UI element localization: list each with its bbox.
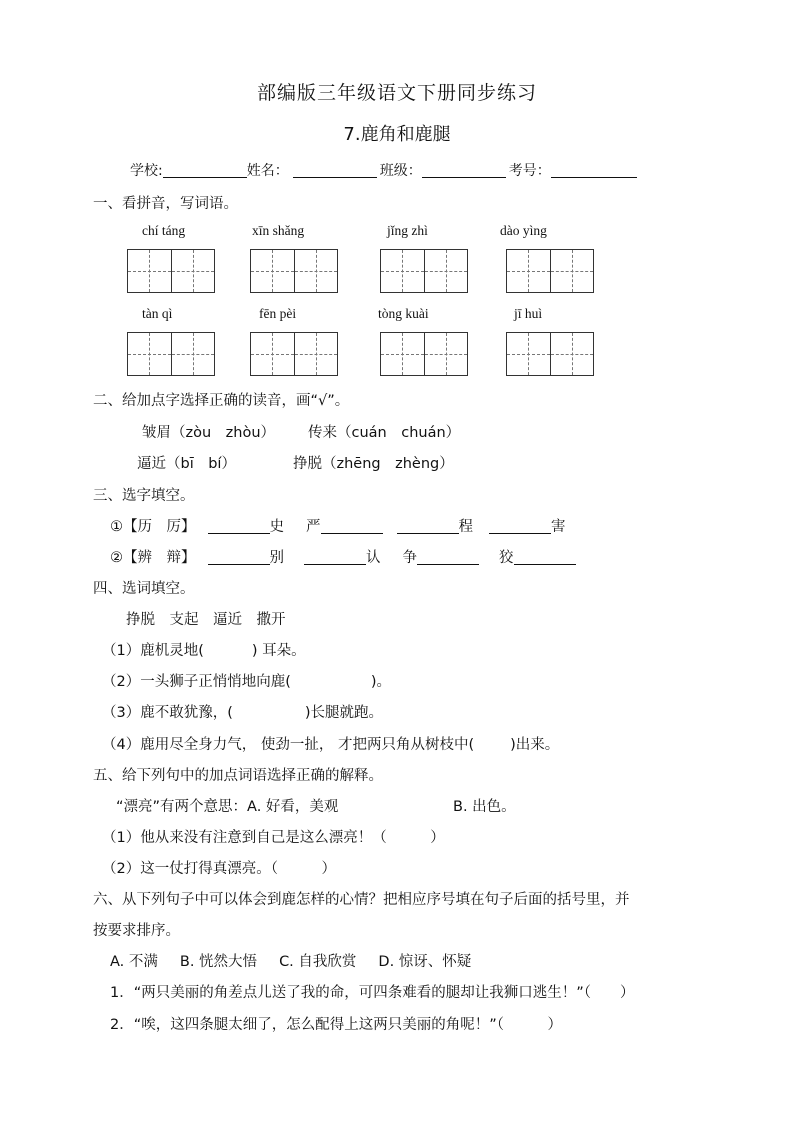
tianzige-grid[interactable]	[380, 332, 468, 376]
word-part: 争	[402, 550, 417, 566]
sentence-text: （3）鹿不敢犹豫，(	[102, 705, 233, 721]
mood-options	[110, 950, 471, 971]
q4-sentence-4	[102, 733, 559, 754]
q5-heading: 五、给下列句中的加点词语选择正确的解释。	[93, 768, 383, 784]
word-part: 认	[366, 550, 381, 566]
tianzige-grid[interactable]	[127, 332, 215, 376]
q4-heading: 四、选词填空。	[93, 581, 195, 597]
name-blank[interactable]	[293, 163, 377, 178]
pronunciation-item[interactable]: 挣脱（zhēng zhèng）	[293, 456, 454, 472]
page-title: 部编版三年级语文下册同步练习	[256, 82, 537, 104]
lesson-title: 7.鹿角和鹿腿	[343, 124, 451, 145]
q6-sentence-2[interactable]: 2．“唉，这四条腿太细了，怎么配得上这两只美丽的角呢！”（ ）	[110, 1017, 562, 1033]
word-part: 史	[269, 519, 284, 535]
tianzige-grid[interactable]	[250, 249, 338, 293]
q4-sentence-2	[102, 670, 391, 691]
class-label: 班级：	[379, 163, 422, 179]
tianzige-grid[interactable]	[127, 249, 215, 293]
pinyin-label: xīn shǎng	[252, 223, 305, 238]
pinyin-label: tòng kuài	[378, 306, 429, 321]
class-blank[interactable]	[422, 163, 506, 178]
word-part: 别	[269, 550, 284, 566]
char-choice-label: ①【历 厉】	[110, 519, 196, 535]
sentence-text: ) 耳朵。	[251, 643, 306, 659]
pinyin-label: jǐng zhì	[387, 223, 428, 238]
sentence-text: )出来。	[510, 737, 560, 753]
exam-no-blank[interactable]	[551, 163, 637, 178]
q4-sentence-1	[102, 639, 306, 660]
q3-row1	[110, 515, 566, 536]
fill-blank[interactable]	[417, 550, 479, 565]
mood-option: B. 恍然大悟	[179, 954, 258, 970]
q6-sentence-1[interactable]: 1．“两只美丽的角差点儿送了我的命，可四条难看的腿却让我狮口逃生！”（ ）	[110, 985, 635, 1001]
mood-option: C. 自我欣赏	[279, 954, 357, 970]
fill-blank[interactable]	[489, 519, 551, 534]
sentence-text: （4）鹿用尽全身力气， 使劲一扯， 才把两只角从树枝中(	[102, 737, 475, 753]
definition-b: B. 出色。	[453, 799, 516, 815]
word-part: 狡	[499, 550, 514, 566]
q6-heading: 六、从下列句子中可以体会到鹿怎样的心情？把相应序号填在句子后面的括号里，并	[93, 892, 630, 908]
q3-row2	[110, 546, 576, 567]
pinyin-label: tàn qì	[142, 306, 173, 321]
fill-blank[interactable]	[304, 550, 366, 565]
tianzige-grid[interactable]	[380, 249, 468, 293]
pinyin-label: fēn pèi	[259, 306, 297, 321]
pinyin-label: jī huì	[514, 306, 543, 321]
sentence-text: （1）鹿机灵地(	[102, 643, 204, 659]
fill-blank[interactable]	[397, 519, 459, 534]
word-options: 挣脱 支起 逼近 撒开	[126, 612, 286, 628]
fill-blank[interactable]	[321, 519, 383, 534]
tianzige-grid[interactable]	[506, 332, 594, 376]
pronunciation-item[interactable]: 传来（cuán chuán）	[308, 425, 461, 441]
q6-heading-cont: 按要求排序。	[93, 923, 180, 939]
fill-blank[interactable]	[208, 550, 270, 565]
pinyin-label: chí táng	[142, 223, 186, 238]
q5-sentence-1[interactable]: （1）他从来没有注意到自己是这么漂亮！（ ）	[102, 830, 445, 846]
pronunciation-item[interactable]: 皱眉（zòu zhòu）	[142, 425, 276, 441]
sentence-text: )长腿就跑。	[304, 705, 384, 721]
word-part: 害	[551, 519, 566, 535]
word-part: 严	[306, 519, 321, 535]
q2-heading: 二、给加点字选择正确的读音，画“√”。	[93, 393, 350, 409]
sentence-text: )。	[370, 674, 392, 690]
q3-heading: 三、选字填空。	[93, 488, 195, 504]
word-part: 程	[458, 519, 473, 535]
sentence-text: （2）一头狮子正悄悄地向鹿(	[102, 674, 291, 690]
q4-sentence-3	[102, 701, 383, 722]
q1-heading: 一、看拼音，写词语。	[93, 196, 238, 212]
name-label: 姓名：	[246, 163, 289, 179]
pinyin-label: dào yìng	[500, 223, 547, 238]
pronunciation-item[interactable]: 逼近（bī bí）	[137, 456, 236, 472]
q5-sentence-2[interactable]: （2）这一仗打得真漂亮。（ ）	[102, 861, 336, 877]
tianzige-grid[interactable]	[506, 249, 594, 293]
school-label: 学校:	[130, 163, 163, 179]
fill-blank[interactable]	[514, 550, 576, 565]
mood-option: A. 不满	[110, 954, 158, 970]
mood-option: D. 惊讶、怀疑	[378, 954, 472, 970]
fill-blank[interactable]	[208, 519, 270, 534]
tianzige-grid[interactable]	[250, 332, 338, 376]
exam-no-label: 考号：	[508, 163, 551, 179]
school-blank[interactable]	[163, 163, 247, 178]
student-info-row	[130, 160, 637, 180]
definition-a: “漂亮”有两个意思：A. 好看，美观	[116, 799, 339, 815]
char-choice-label: ②【辨 辩】	[110, 550, 196, 566]
